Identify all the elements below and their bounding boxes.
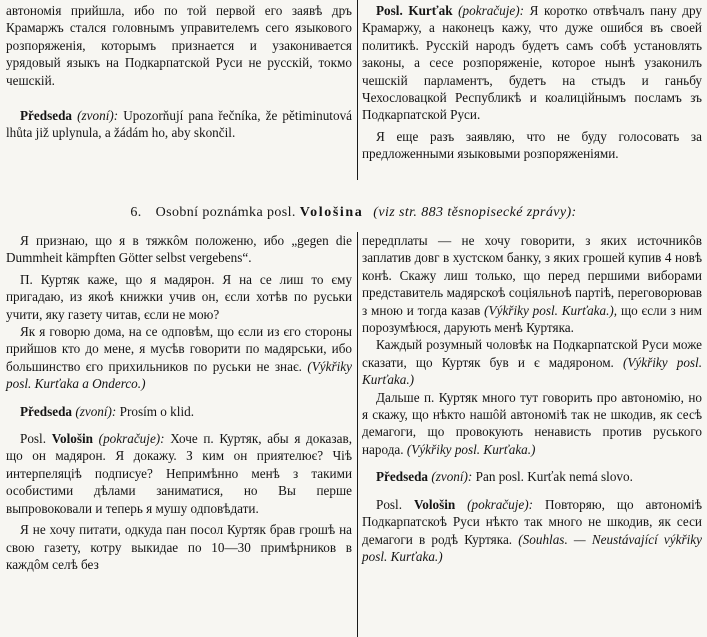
paragraph: [6, 430, 352, 517]
paragraph-text: Як я говорю дома, на се одповѣм, що єсли из єго стороны прийшов кто до мене, я мусѣв говорити по мадярськи, ибо большинство єго прихильников по руськи не знає.: [6, 324, 352, 374]
speaker-name: Vološin: [51, 431, 93, 447]
speaker-prefix: Posl.: [20, 431, 47, 447]
top-left-column: [6, 2, 352, 142]
speaker-note: (pokračuje):: [467, 496, 534, 512]
paragraph: автономія прийшла, ибо по той первой его заявѣ дръ Крамаржъ стался головнымъ управителемъ сего языкового розпоряженія, которымъ признается и узаконивается урядовый языкъ на Подкарпатской Руси не русскій, токмо чешскій.: [6, 3, 352, 88]
interjection: (Výkřiky posl. Kurťaka.),: [484, 302, 618, 318]
paragraph-text: Я коротко отвѣчалъ пану дру Крамаржу, а наконецъ кажу, что дуже ошибся въ своей политикѣ. Русскій народъ будетъ самъ собѣ установлять законы, а сесе розпоряженіе, которое нынѣ узаконилъ чешскій парламентъ, будетъ на стыдъ и ганьбу Чехословацкой Республикѣ и коалиційнымъ посламъ зъ Подкарпатской Руси.: [362, 3, 703, 123]
speaker-name: Předseda: [20, 403, 73, 419]
paragraph-text: Каждый розумный чоловѣк на Подкарпатской Руси може сказати, що Куртяк був и є мадяроном.: [362, 337, 702, 370]
paragraph-text: Pan posl. Kurťak nemá slovo.: [475, 469, 633, 485]
paragraph: [362, 2, 702, 124]
paragraph-text: Повторяю, що автономіѣ Подкарпатскоѣ Руси нѣкто так много не шкодив, як сеси демагоги в родѣ Куртяка.: [362, 496, 703, 547]
section-heading: [0, 204, 707, 221]
paragraph: П. Куртяк каже, що я мадярон. Я на се лиш то єму пригадаю, из якоѣ книжки учив он, єсли хотѣв по руськи учити, яку газету читав, єсли не мою?: [6, 271, 352, 322]
interjection: (Výkřiky posl. Kurťaka.): [406, 441, 536, 457]
speaker-prefix: Posl.: [376, 496, 403, 512]
speaker-note: (zvoní):: [431, 469, 473, 485]
heading-reference: (viz str. 883 těsnopisecké zprávy):: [373, 205, 577, 220]
paragraph: [6, 403, 352, 420]
speaker-note: (pokračuje):: [98, 431, 165, 447]
column-divider-top: [357, 0, 358, 180]
interjection: (Výkřiky posl. Kurťaka.): [362, 354, 703, 388]
speaker-note: (pokračuje):: [458, 3, 525, 18]
paragraph: [362, 496, 702, 566]
paragraph: [362, 336, 702, 388]
heading-text: Osobní poznámka posl.: [155, 205, 296, 220]
paragraph: [362, 468, 702, 485]
paragraph-text: передплаты — не хочу говорити, з яких источникôв заплатив довг в хустском банку, з яких грошей купив 4 новѣ конѣ. Скажу лиш только, що перед першими виборами представитель мадярскоѣ соціяльноѣ партіѣ, переговорював з мною и тогда казав: [362, 233, 702, 318]
paragraph-text: Prosím o klid.: [119, 403, 194, 419]
paragraph: Я еще разъ заявляю, что не буду голосовать за предложенными языковыми розпоряженіями.: [362, 128, 702, 162]
paragraph: Я признаю, що я в тяжкôм положеню, ибо „gegen die Dummheit kämpften Götter selbst vergebens“.: [6, 233, 352, 266]
speaker-name: Vološin: [413, 496, 456, 512]
paragraph: Я не хочу питати, одкуда пан посол Куртяк брав грошѣ на свою газету, котру выкидае по 10—30 примѣрников в каждôм селѣ без: [6, 522, 352, 572]
bottom-left-column: [6, 232, 352, 573]
heading-name: Vološina: [299, 205, 364, 220]
interjection: (Výkřiky posl. Kurťaka a Ondercо.): [6, 358, 352, 392]
interjection: (Souhlas. — Neustávající výkřiky posl. Kurťaka.): [362, 531, 702, 564]
paragraph: [362, 232, 702, 336]
paragraph-text: Дальше п. Куртяк много тут говорить про автономію, но я скажу, що нѣкто нашôй автономіѣ так не шкодив, як сесѣ демагоги, що провокують ненависть против руського народа.: [362, 389, 702, 457]
column-divider-bottom: [357, 232, 358, 637]
paragraph: [6, 323, 352, 393]
section-number: 6.: [130, 205, 142, 220]
speaker-name: Předseda: [376, 469, 429, 485]
paragraph-text: Upozorňují pana řečníka, že pětiminutová lhůta již uplynula, a žádám ho, aby skončil.: [6, 108, 353, 141]
paragraph: [6, 107, 352, 142]
speaker-note: (zvoní):: [77, 108, 119, 124]
speaker-note: (zvoní):: [75, 403, 117, 419]
bottom-right-column: [362, 232, 702, 565]
speaker-name: Předseda: [20, 108, 73, 124]
top-right-column: [362, 2, 702, 163]
paragraph: [362, 389, 702, 459]
speaker-name: Posl. Kurťak: [376, 3, 453, 18]
paragraph-text: що єсли з ним порозумѣюся, дарують менѣ Куртяка.: [362, 302, 703, 336]
paragraph-text: Хоче п. Куртяк, абы я доказав, що он мадярон. Я докажу. З ким он приятелює? Чіѣ интерпеляціѣ подписуе? Непримѣнно менѣ з такими особистими дѣлами заниматися, но Вы перше выпровоковали и теперь я мушу одповѣдати.: [6, 431, 352, 516]
